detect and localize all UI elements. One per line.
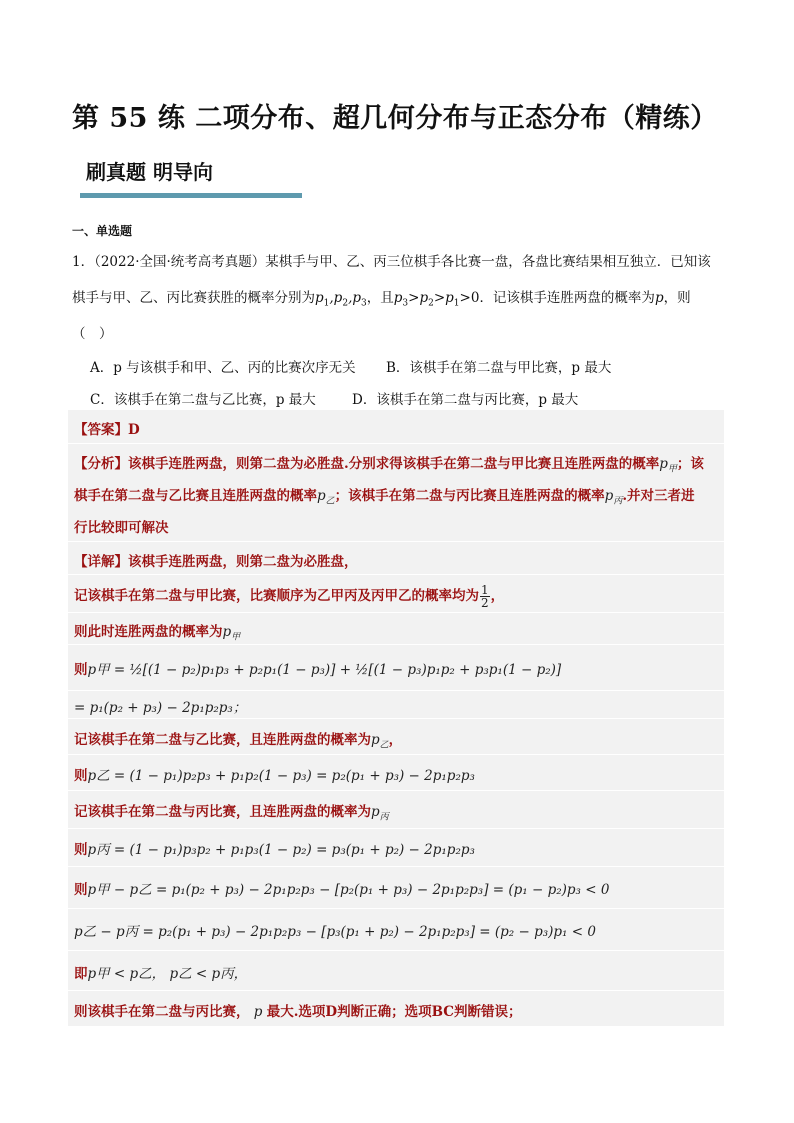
separator (68, 574, 724, 575)
equation-line-2: = p₁(p₂ + p₃) − 2p₁p₂p₃； (74, 700, 247, 716)
question-line-3: （ ） (72, 326, 113, 342)
answer-line: 【答案】D (74, 422, 140, 438)
equation-line-5: 则p甲 − p乙 = p₁(p₂ + p₃) − 2p₁p₂p₃ − [p₂(p₁ + p₃) − 2p₁p₂p₃] = (p₁ − p₂)p₃ < 0 (74, 882, 610, 898)
equation-line-1: 则p甲 = ½[(1 − p₂)p₁p₃ + p₂p₁(1 − p₃)] + ½[(1 − p₃)p₁p₂ + p₃p₁(1 − p₂)] (74, 662, 562, 678)
question-line-2: 棋手与甲、乙、丙比赛获胜的概率分别为$p_1,p_2,p_3$，且$p_3>p_2>p_1>0$．记该棋手连胜两盘的概率为p，则 (72, 290, 691, 309)
separator (68, 541, 724, 542)
option-c: C．该棋手在第二盘与乙比赛，p 最大 (90, 392, 316, 408)
detail-line-3: 则此时连胜两盘的概率为$p_甲$ (74, 624, 241, 643)
conclusion-line: 则该棋手在第二盘与丙比赛， p 最大.选项D判断正确；选项BC判断错误； (74, 1004, 522, 1020)
separator (68, 443, 724, 444)
analysis-line-3: 行比较即可解决 (74, 520, 169, 536)
part-label: 一、单选题 (72, 224, 133, 238)
separator (68, 950, 724, 951)
question-line-1: 1．（2022·全国·统考高考真题）某棋手与甲、乙、丙三位棋手各比赛一盘，各盘比赛结果相互独立．已知该 (72, 254, 711, 270)
equation-line-7: 即p甲 < p乙， p乙 < p丙， (74, 966, 248, 982)
separator (68, 908, 724, 909)
separator (68, 828, 724, 829)
separator (68, 754, 724, 755)
separator (68, 690, 724, 691)
equation-line-3: 则p乙 = (1 − p₁)p₂p₃ + p₁p₂(1 − p₃) = p₂(p₁ + p₃) − 2p₁p₂p₃ (74, 768, 475, 784)
analysis-line-2: 棋手在第二盘与乙比赛且连胜两盘的概率$p_乙$；该棋手在第二盘与丙比赛且连胜两盘的概率$p_丙$.并对三者进 (74, 488, 695, 507)
separator (68, 790, 724, 791)
option-b: B．该棋手在第二盘与甲比赛，p 最大 (386, 360, 612, 376)
detail-line-5: 记该棋手在第二盘与丙比赛，且连胜两盘的概率为$p_丙$ (74, 804, 389, 823)
section-heading: 刷真题 明导向 (86, 160, 213, 184)
separator (68, 990, 724, 991)
page-title: 第 55 练 二项分布、超几何分布与正态分布（精练） (72, 103, 718, 134)
option-a: A．p 与该棋手和甲、乙、丙的比赛次序无关 (90, 360, 356, 376)
equation-line-4: 则p丙 = (1 − p₁)p₃p₂ + p₁p₃(1 − p₂) = p₃(p₁ + p₂) − 2p₁p₂p₃ (74, 842, 475, 858)
option-d: D．该棋手在第二盘与丙比赛，p 最大 (352, 392, 579, 408)
detail-line-4: 记该棋手在第二盘与乙比赛，且连胜两盘的概率为$p_乙$， (74, 732, 403, 751)
equation-line-6: p乙 − p丙 = p₂(p₁ + p₃) − 2p₁p₂p₃ − [p₃(p₁ + p₂) − 2p₁p₂p₃] = (p₂ − p₃)p₁ < 0 (74, 924, 596, 940)
separator (68, 866, 724, 867)
analysis-line-1: 【分析】该棋手连胜两盘，则第二盘为必胜盘.分别求得该棋手在第二盘与甲比赛且连胜两盘的概率$p_甲$；该 (74, 456, 704, 475)
separator (68, 612, 724, 613)
detail-line-2: 记该棋手在第二盘与甲比赛，比赛顺序为乙甲丙及丙甲乙的概率均为 $\frac{1}{2}$ ， (74, 583, 505, 610)
separator (68, 718, 724, 719)
detail-line-1: 【详解】该棋手连胜两盘，则第二盘为必胜盘， (74, 554, 358, 570)
section-underline (80, 193, 302, 198)
separator (68, 644, 724, 645)
